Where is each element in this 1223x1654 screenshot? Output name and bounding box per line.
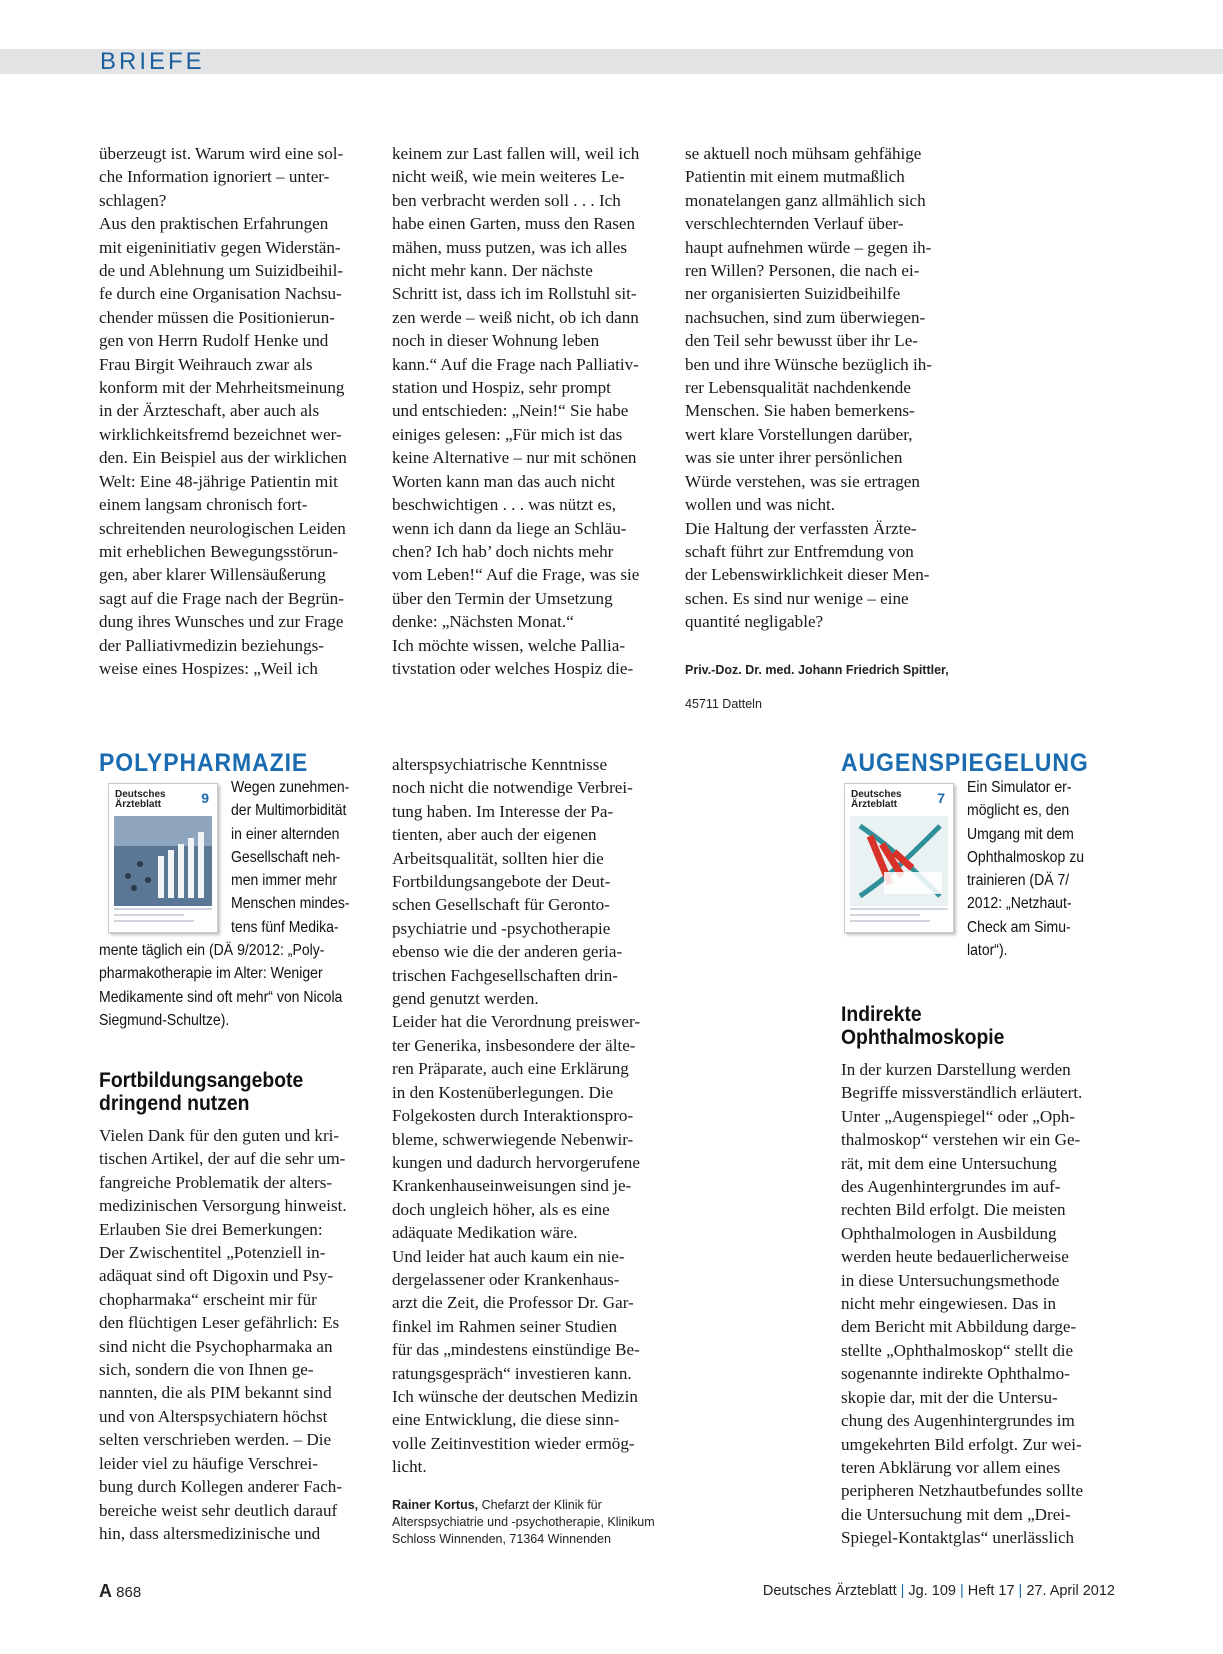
letter-column-3: se aktuell noch mühsam gehfähige Patientin mit einem mutmaßlich monatelangen ganz allmählich sich verschlechternden Verlauf über- haupt aufnehmen würde – gegen ih- ren Willen? Personen, die nach ei- ner organisierten Suizidbeihilfe nachsuchen, sind zum überwiegen- den Teil sehr bewusst über ihr Le- ben und ihre Wünsche bezüglich ih- rer Lebensqualität nachdenkende Menschen. Sie haben bemerkens- wert klare Vorstellungen darüber, was sie unter ihrer persönlichen Würde verstehen, was sie ertragen wollen und was nicht. Die Haltung der verfassten Ärzte- schaft führt zur Entfremdung von der Lebenswirklichkeit dieser Men- schen. Es sind nur wenige – eine quantité negligable? xyxy=(685,144,932,632)
letter-ophthalmoskopie-body: In der kurzen Darstellung werden Begriffe missverständlich erläutert. Unter „Augenspiegel“ oder „Oph- thalmoskop“ verstehen wir ein Ge- rät, mit dem eine Untersuchung des Augenhintergrundes im auf- rechten Bild erfolgt. Die meisten Ophthalmologen in Ausbildung werden heute bedauerlicherweise in diese Untersuchungsmethode nicht mehr eingewiesen. Das in dem Bericht mit Abbildung darge- stellte „Ophthalmoskop“ stellt die sogenannte indirekte Ophthalmo- skopie dar, mit der die Untersu- chung des Augenhintergrundes im umgekehrten Bild erfolgt. Zur wei- teren Abklärung vor allem eines peripheren Netzhautbefundes sollte die Untersuchung mit dem „Drei- Spiegel-Kontaktglas“ unerlässlich xyxy=(841,1060,1084,1548)
signature-spittler xyxy=(685,645,975,713)
cover-brand: Deutsches Ärzteblatt xyxy=(115,789,166,810)
page-number xyxy=(99,1581,141,1603)
letter-column-1: überzeugt ist. Warum wird eine sol- che Information ignoriert – unter- schlagen? Aus den praktischen Erfahrungen mit eigeninitiativ gegen Widerstän- de und Ablehnung um Suizidbeihil- fe durch eine Organisation Nachsu- chender müssen die Positionierun- gen von Herrn Rudolf Henke und Frau Birgit Weihrauch zwar als konform mit der Mehrheitsmeinung in der Ärzteschaft, aber auch als wirklichkeitsfremd bezeichnet wer- den. Ein Beispiel aus der wirklichen Welt: Eine 48-jährige Patientin mit einem langsam chronisch fort- schreitenden neurologischen Leiden mit erheblichen Bewegungsstörun- gen, aber klarer Willensäußerung sagt auf die Frage nach der Begrün- dung ihres Wunsches und zur Frage der Palliativmedizin beziehungs- weise eines Hospizes: „Weil ich xyxy=(99,144,347,678)
signature-place: 45711 Datteln xyxy=(685,697,762,711)
signature-name: Priv.-Doz. Dr. med. Johann Friedrich Spittler, xyxy=(685,663,949,677)
topic-polypharmazie: POLYPHARMAZIE xyxy=(99,749,309,777)
teaser-full-text: mente täglich ein (DÄ 9/2012: „Poly- pharmakotherapie im Alter: Weniger Medikamente sind oft mehr“ von Nicola Siegmund-Schultze). xyxy=(99,942,343,1029)
signature-affiliation: Chefarzt der Klinik für Alterspsychiatrie und -psychotherapie, Klinikum Schloss Winnenden, 71364 Winnenden xyxy=(392,1498,655,1546)
journal-footer: Deutsches Ärzteblatt | Jg. 109 | Heft 17 | 27. April 2012 xyxy=(762,1583,1115,1599)
cover-illustration xyxy=(850,816,948,924)
teaser-text: Ein Simulator er- möglicht es, den Umgang mit dem Ophthalmoskop zu trainieren (DÄ 7/ 2012: „Netzhaut- Check am Simu- lator“). xyxy=(967,779,1085,960)
headline-indirekte-ophthalmoskopie: Indirekte Ophthalmoskopie xyxy=(841,1002,1005,1049)
topic-augenspiegelung: AUGENSPIEGELUNG xyxy=(841,749,1089,777)
signature-name: Rainer Kortus, xyxy=(392,1498,479,1512)
cover-brand: Deutsches Ärzteblatt xyxy=(851,789,902,810)
section-label: BRIEFE xyxy=(100,48,205,75)
journal-issue: Heft 17 xyxy=(967,1583,1015,1599)
journal-date: 27. April 2012 xyxy=(1026,1583,1115,1599)
cover-illustration xyxy=(114,816,212,924)
magazine-cover-image xyxy=(844,783,954,933)
journal-name: Deutsches Ärzteblatt xyxy=(762,1583,897,1599)
cover-issue-number: 9 xyxy=(201,790,209,806)
letter-kortus-column-2: alterspsychiatrische Kenntnisse noch nicht die notwendige Verbrei- tung haben. Im Interesse der Pa- tienten, aber auch der eigenen Arbeitsqualität, sollten hier die Fortbildungsangebote der Deut- schen Gesellschaft für Geronto- psychiatrie und -psychotherapie ebenso wie die der anderen geria- trischen Fachgesellschaften drin- gend genutzt werden. Leider hat die Verordnung preiswer- ter Generika, insbesondere der älte- ren Präparate, auch eine Erklärung in den Kostenüberlegungen. Die Folgekosten durch Interaktionspro- bleme, schwerwiegende Nebenwir- kungen und dadurch hervorgerufene Krankenhauseinweisungen sind je- doch ungleich höher, als es eine adäquate Medikation wäre. Und leider hat auch kaum ein nie- dergelassener oder Krankenhaus- arzt die Zeit, die Professor Dr. Gar- finkel im Rahmen seiner Studien für das „mindestens einstündige Be- ratungsgespräch“ investieren kann. Ich wünsche der deutschen Medizin eine Entwicklung, die diese sinn- volle Zeitinvestition wieder ermög- licht. xyxy=(392,755,641,1477)
journal-volume: Jg. 109 xyxy=(908,1583,956,1599)
headline-fortbildungsangebote: Fortbildungsangebote dringend nutzen xyxy=(99,1068,304,1115)
teaser-side-text: Wegen zunehmen- der Multimorbidität in einer alternden Gesellschaft neh- men immer mehr Menschen mindes- tens fünf Medika- xyxy=(231,779,350,936)
page-letter: A xyxy=(99,1581,112,1601)
signature-kortus xyxy=(392,1497,682,1548)
cover-issue-number: 7 xyxy=(937,790,945,806)
letter-kortus-column-1: Vielen Dank für den guten und kri- tischen Artikel, der auf die sehr um- fangreiche Problematik der alters- medizinischen Versorgung hinweist. Erlauben Sie drei Bemerkungen: Der Zwischentitel „Potenziell in- adäquat sind oft Digoxin und Psy- chopharmaka“ erscheint mir für den flüchtigen Leser gefährlich: Es sind nicht die Psychopharmaka an sich, sondern die von Ihnen ge- nannten, die als PIM bekannt sind und von Alterspsychiatern höchst selten verschrieben werden. – Die leider viel zu häufige Verschrei- bung durch Kollegen anderer Fach- bereiche weist sehr deutlich darauf hin, dass altersmedizinische und xyxy=(99,1126,347,1543)
letter-column-2: keinem zur Last fallen will, weil ich nicht weiß, wie mein weiteres Le- ben verbracht werden soll . . . Ich habe einen Garten, muss den Rasen mähen, muss putzen, was ich alles nicht mehr kann. Der nächste Schritt ist, dass ich im Rollstuhl sit- zen werde – weiß nicht, ob ich dann noch in dieser Wohnung leben kann.“ Auf die Frage nach Palliativ- station und Hospiz, sehr prompt und entschieden: „Nein!“ Sie habe einiges gelesen: „Für mich ist das keine Alternative – nur mit schönen Worten kann man das auch nicht beschwichtigen . . . was nützt es, wenn ich dann da liege an Schläu- chen? Ich hab’ doch nichts mehr vom Leben!“ Auf die Frage, was sie über den Termin der Umsetzung denke: „Nächsten Monat.“ Ich möchte wissen, welche Pallia- tivstation oder welches Hospiz die- xyxy=(392,144,640,678)
magazine-cover-image xyxy=(108,783,218,933)
page-number-value: 868 xyxy=(116,1584,142,1601)
